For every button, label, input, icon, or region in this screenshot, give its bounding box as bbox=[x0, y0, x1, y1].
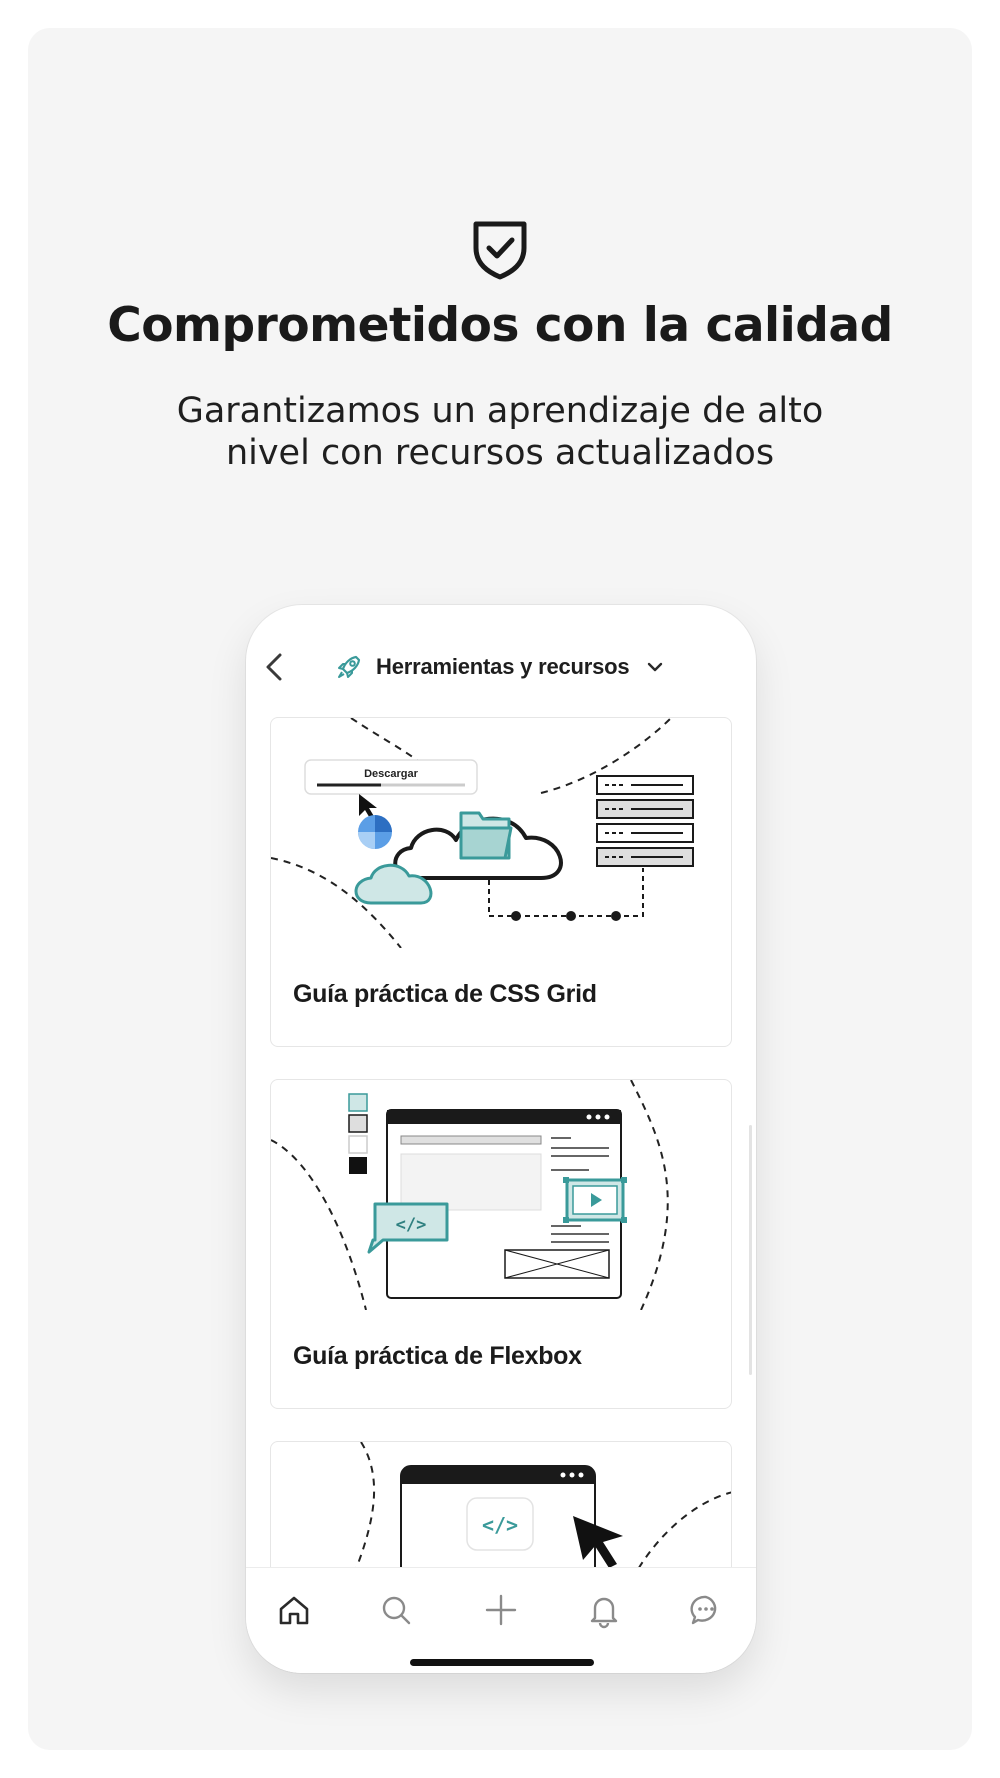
rocket-icon bbox=[334, 652, 364, 682]
download-label: Descargar bbox=[364, 768, 418, 780]
resource-card-flexbox[interactable] bbox=[270, 1079, 732, 1409]
back-arrow-icon[interactable] bbox=[254, 645, 294, 689]
bottom-tab-bar bbox=[246, 1567, 756, 1673]
bell-icon[interactable] bbox=[584, 1590, 624, 1630]
section-title: Herramientas y recursos bbox=[376, 654, 630, 679]
svg-text:</>: </> bbox=[395, 1215, 427, 1235]
card-title: Guía práctica de Flexbox bbox=[293, 1342, 582, 1370]
section-selector[interactable] bbox=[334, 649, 665, 685]
home-indicator[interactable] bbox=[410, 1659, 594, 1666]
cloud-download-illustration bbox=[271, 718, 732, 948]
subtitle-line-2: nivel con recursos actualizados bbox=[225, 433, 775, 473]
plus-icon[interactable] bbox=[481, 1590, 521, 1630]
search-icon[interactable] bbox=[376, 1590, 416, 1630]
home-icon[interactable] bbox=[274, 1590, 314, 1630]
headline: Comprometidos con la calidad bbox=[107, 298, 893, 353]
app-top-bar bbox=[246, 605, 756, 715]
svg-text:</>: </> bbox=[481, 1513, 519, 1537]
resource-card-css-grid[interactable] bbox=[270, 717, 732, 1047]
shield-check-icon bbox=[470, 218, 530, 280]
subtitle-line-1: Garantizamos un aprendizaje de alto bbox=[176, 391, 824, 431]
scrollbar[interactable] bbox=[749, 1125, 752, 1375]
chat-icon[interactable] bbox=[686, 1590, 726, 1630]
browser-layout-illustration bbox=[271, 1080, 732, 1310]
subtitle bbox=[150, 390, 850, 474]
phone-mockup bbox=[246, 605, 756, 1673]
chevron-down-icon bbox=[645, 657, 665, 677]
card-title: Guía práctica de CSS Grid bbox=[293, 980, 597, 1008]
